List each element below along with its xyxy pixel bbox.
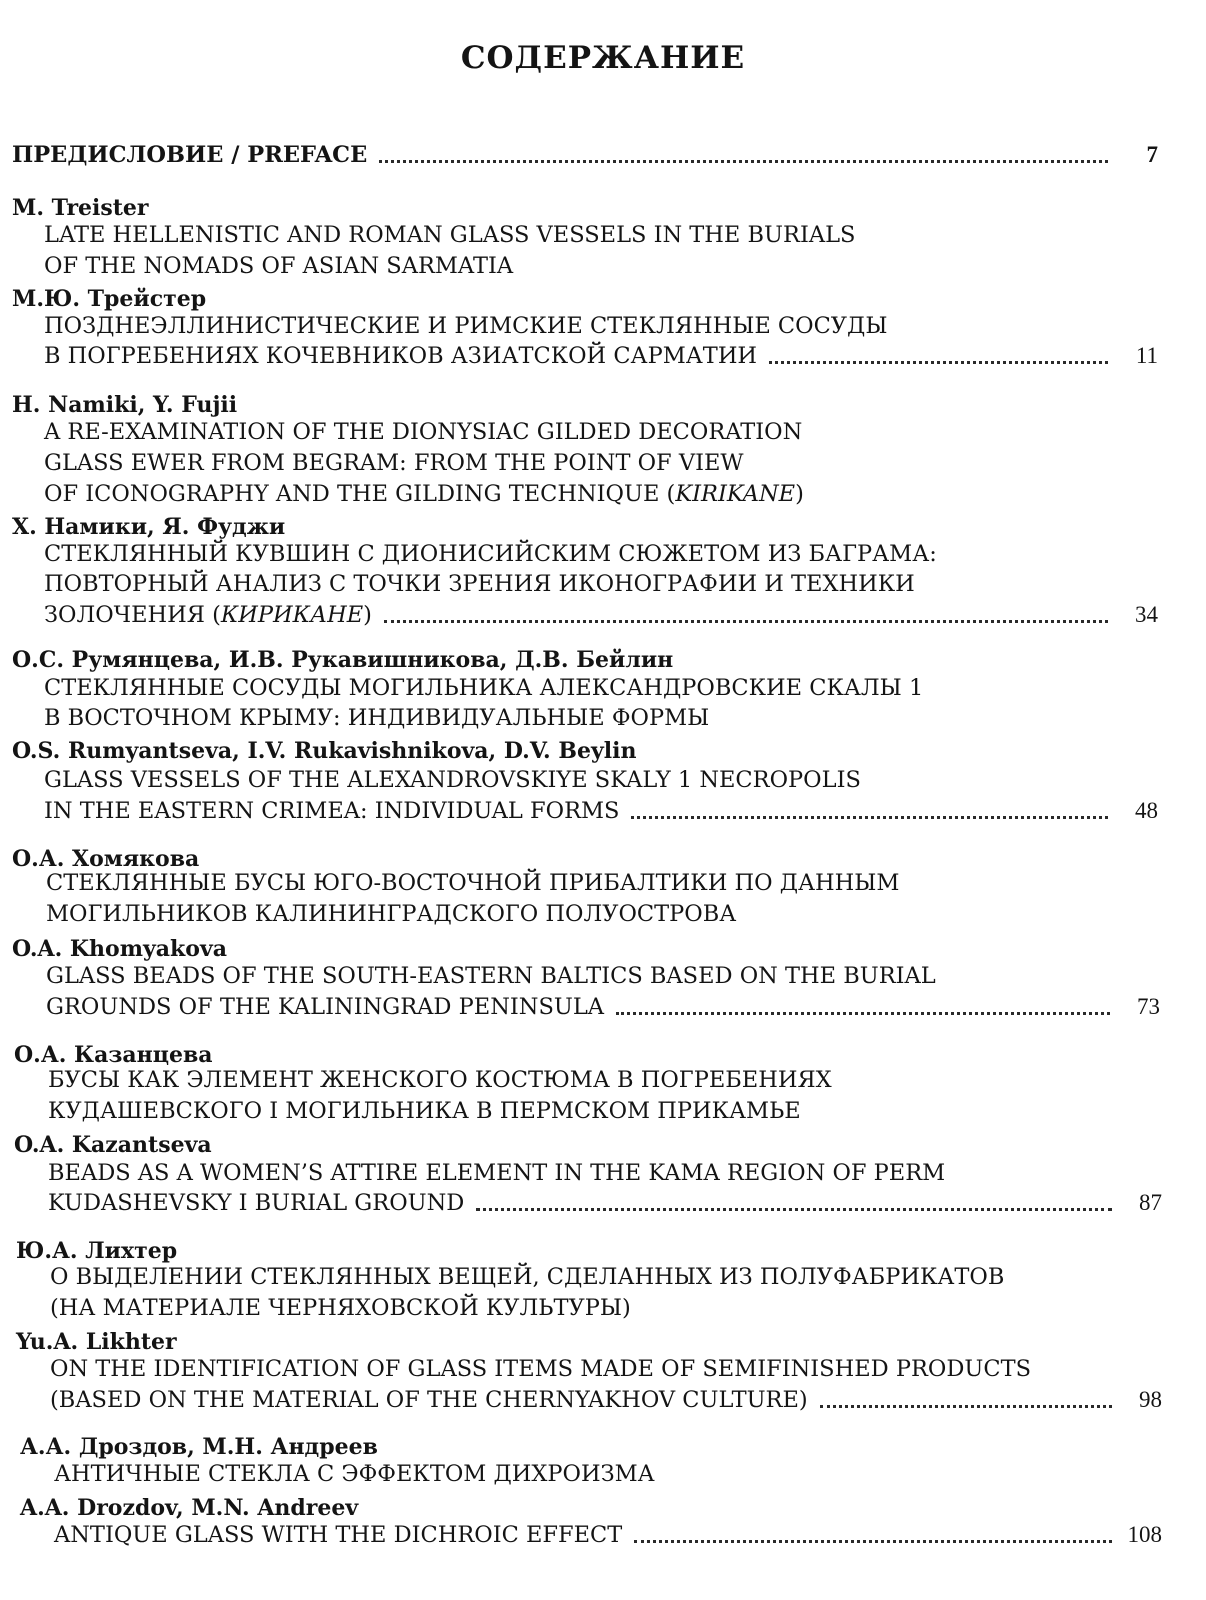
entry-title-line: ПОЗДНЕЭЛЛИНИСТИЧЕСКИЕ И РИМСКИЕ СТЕКЛЯННЫЕ СОСУДЫ (44, 313, 888, 339)
entry-title-line: СТЕКЛЯННЫЕ СОСУДЫ МОГИЛЬНИКА АЛЕКСАНДРОВСКИЕ СКАЛЫ 1 (44, 675, 924, 701)
entry-title-line: МОГИЛЬНИКОВ КАЛИНИНГРАДСКОГО ПОЛУОСТРОВА (46, 901, 737, 927)
dot-leader (616, 1012, 1110, 1015)
entry-title-line: GLASS EWER FROM BEGRAM: FROM THE POINT OF VIEW (44, 450, 744, 476)
page-number: 48 (1135, 798, 1158, 823)
entry-title-line: A RE-EXAMINATION OF THE DIONYSIAC GILDED DECORATION (44, 419, 803, 445)
entry-title-line: BEADS AS A WOMEN’S ATTIRE ELEMENT IN THE KAMA REGION OF PERM (48, 1160, 946, 1186)
entry-authors: O.A. Kazantseva (14, 1132, 212, 1158)
entry-authors: Ю.А. Лихтер (16, 1238, 178, 1264)
entry-authors: О.А. Казанцева (14, 1042, 213, 1068)
entry-authors: Х. Намики, Я. Фуджи (12, 514, 286, 540)
page-number: 73 (1137, 994, 1160, 1019)
entry-title-line: СТЕКЛЯННЫЕ БУСЫ ЮГО-ВОСТОЧНОЙ ПРИБАЛТИКИ ПО ДАННЫМ (46, 870, 900, 896)
entry-authors: Yu.A. Likhter (16, 1329, 177, 1355)
toc-entry-last-line[interactable]: ANTIQUE GLASS WITH THE DICHROIC EFFECT 108 (54, 1522, 1162, 1548)
entry-title-line: БУСЫ КАК ЭЛЕМЕНТ ЖЕНСКОГО КОСТЮМА В ПОГРЕБЕНИЯХ (48, 1067, 832, 1093)
entry-title-line: OF ICONOGRAPHY AND THE GILDING TECHNIQUE (KIRIKANE) (44, 481, 804, 507)
entry-authors: О.С. Румянцева, И.В. Рукавишникова, Д.В. Бейлин (12, 647, 674, 673)
dot-leader (631, 816, 1108, 819)
entry-title-line: GLASS VESSELS OF THE ALEXANDROVSKIYE SKALY 1 NECROPOLIS (44, 767, 861, 793)
entry-title-line: В ВОСТОЧНОМ КРЫМУ: ИНДИВИДУАЛЬНЫЕ ФОРМЫ (44, 705, 710, 731)
entry-authors: A.A. Drozdov, M.N. Andreev (20, 1495, 359, 1521)
entry-authors: М.Ю. Трейстер (12, 286, 207, 312)
entry-title-line: ON THE IDENTIFICATION OF GLASS ITEMS MADE OF SEMIFINISHED PRODUCTS (50, 1356, 1031, 1382)
entry-title-line: КУДАШЕВСКОГО I МОГИЛЬНИКА В ПЕРМСКОМ ПРИКАМЬЕ (48, 1098, 801, 1124)
entry-title-line: (НА МАТЕРИАЛЕ ЧЕРНЯХОВСКОЙ КУЛЬТУРЫ) (50, 1295, 631, 1321)
entry-title-line: LATE HELLENISTIC AND ROMAN GLASS VESSELS IN THE BURIALS (44, 222, 856, 248)
toc-preface[interactable] (12, 140, 1158, 170)
entry-title-line: OF THE NOMADS OF ASIAN SARMATIA (44, 253, 514, 279)
page-number: 7 (1146, 142, 1158, 167)
dot-leader (820, 1405, 1112, 1408)
entry-title-line: АНТИЧНЫЕ СТЕКЛА С ЭФФЕКТОМ ДИХРОИЗМА (54, 1461, 655, 1487)
toc-entry-last-line[interactable]: KUDASHEVSKY I BURIAL GROUND 87 (48, 1190, 1162, 1216)
toc-entry-last-line[interactable]: В ПОГРЕБЕНИЯХ КОЧЕВНИКОВ АЗИАТСКОЙ САРМАТИИ 11 (44, 343, 1158, 369)
dot-leader (634, 1540, 1112, 1543)
dot-leader (476, 1208, 1112, 1211)
page-number: 34 (1135, 602, 1158, 627)
entry-title-line: СТЕКЛЯННЫЙ КУВШИН С ДИОНИСИЙСКИМ СЮЖЕТОМ ИЗ БАГРАМА: (44, 541, 937, 567)
dot-leader (769, 361, 1108, 364)
dot-leader (384, 620, 1108, 623)
toc-entry-last-line[interactable]: IN THE EASTERN CRIMEA: INDIVIDUAL FORMS 48 (44, 798, 1158, 824)
entry-authors: O.A. Khomyakova (12, 936, 227, 962)
toc-entry-last-line[interactable]: ЗОЛОЧЕНИЯ (КИРИКАНЕ) 34 (44, 602, 1158, 628)
entry-title-line: О ВЫДЕЛЕНИИ СТЕКЛЯННЫХ ВЕЩЕЙ, СДЕЛАННЫХ ИЗ ПОЛУФАБРИКАТОВ (50, 1264, 1005, 1290)
entry-authors: А.А. Дроздов, М.Н. Андреев (20, 1434, 378, 1460)
toc-entry-last-line[interactable]: GROUNDS OF THE KALININGRAD PENINSULA 73 (46, 994, 1160, 1020)
toc-entry-last-line[interactable]: (BASED ON THE MATERIAL OF THE CHERNYAKHOV CULTURE) 98 (50, 1387, 1162, 1413)
entry-authors: H. Namiki, Y. Fujii (12, 392, 238, 418)
entry-authors: M. Treister (12, 195, 149, 221)
page-number: 108 (1127, 1522, 1162, 1547)
entry-title-line: GLASS BEADS OF THE SOUTH-EASTERN BALTICS BASED ON THE BURIAL (46, 963, 936, 989)
page-number: 11 (1135, 343, 1158, 368)
entry-title-line: ПОВТОРНЫЙ АНАЛИЗ С ТОЧКИ ЗРЕНИЯ ИКОНОГРАФИИ И ТЕХНИКИ (44, 571, 915, 597)
page-title: СОДЕРЖАНИЕ (460, 40, 746, 76)
entry-authors: O.S. Rumyantseva, I.V. Rukavishnikova, D.V. Beylin (12, 738, 637, 764)
page-number: 87 (1139, 1190, 1162, 1215)
page-number: 98 (1139, 1387, 1162, 1412)
dot-leader (379, 160, 1108, 163)
preface-label: ПРЕДИСЛОВИЕ / PREFACE (12, 142, 368, 168)
entry-authors: О.А. Хомякова (12, 846, 200, 872)
